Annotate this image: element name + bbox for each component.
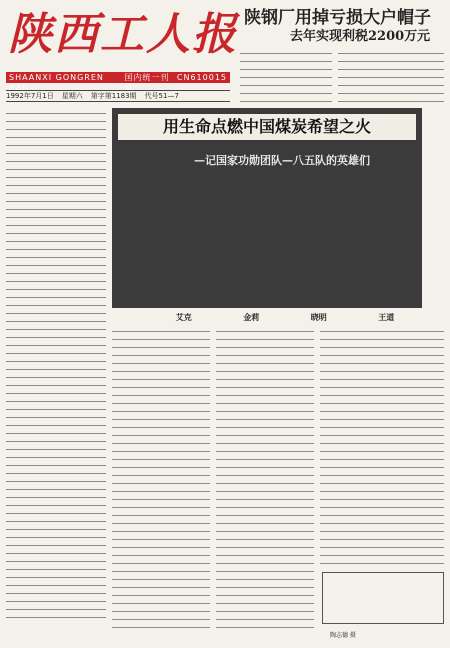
byline-4: 王道	[378, 312, 395, 322]
right-photo-box	[322, 572, 444, 624]
issue-number: 第字第1183期	[90, 92, 137, 100]
feature-headline: 用生命点燃中国煤炭希望之火	[118, 114, 416, 140]
masthead-bar	[6, 72, 230, 93]
feature-column-1	[112, 326, 210, 628]
issue-code: 代号51—7	[144, 92, 179, 100]
byline-2: 金莉	[243, 312, 260, 322]
masthead-cn: CN61	[176, 73, 203, 82]
feature-column-2	[216, 326, 314, 628]
lead-story-column-2	[338, 48, 444, 103]
photo-credit: 陶志德 摄	[330, 632, 356, 639]
byline-3: 晓明	[310, 312, 327, 322]
lead-story-column-1	[240, 48, 332, 103]
masthead-edition: 国内统一刊号	[124, 73, 170, 93]
feature-bylines	[150, 312, 420, 323]
left-column-text	[6, 108, 106, 623]
newspaper-title: 陕西工人报	[8, 9, 238, 60]
feature-photo	[112, 108, 422, 308]
lead-subhead: 去年实现利税2200万元	[290, 29, 431, 44]
lead-story-header	[236, 8, 446, 46]
lead-headline: 陕钢厂用掉亏损大户帽子	[244, 8, 431, 28]
feature-column-3	[320, 326, 444, 566]
issue-weekday: 星期六	[61, 92, 83, 100]
masthead-num: 0015	[202, 73, 227, 82]
feature-subtitle: —记国家功勋团队—八五队的英雄们	[194, 154, 370, 167]
issue-date: 1992年7月1日	[6, 92, 54, 100]
byline-1: 艾克	[175, 312, 192, 322]
issue-info-bar	[6, 90, 230, 102]
masthead-pinyin: SHAANXI GONGREN BAO	[9, 73, 104, 93]
